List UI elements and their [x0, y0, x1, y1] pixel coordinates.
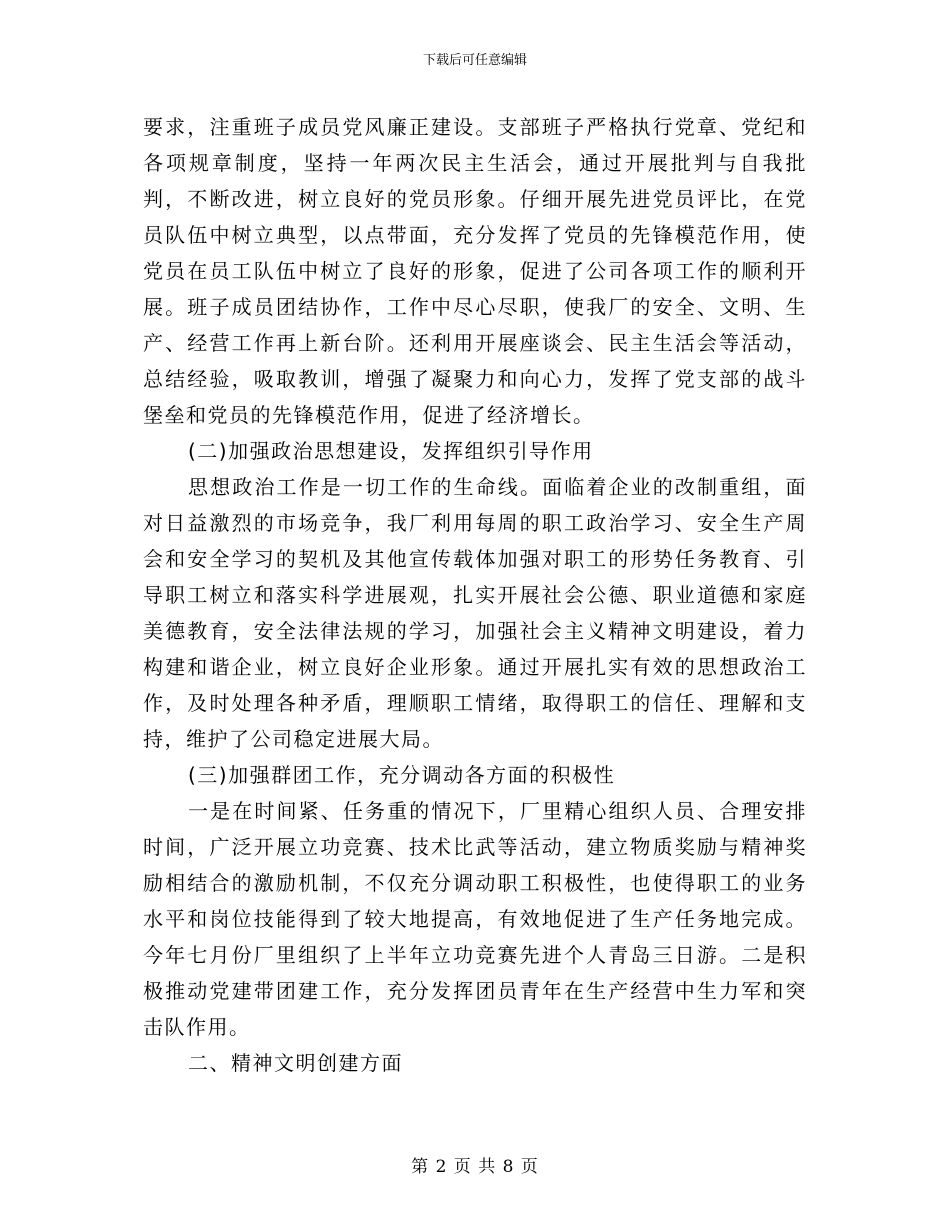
section-heading-mass-organizations: (三)加强群团工作，充分调动各方面的积极性 — [188, 763, 616, 787]
section-heading-political-ideology: (二)加强政治思想建设，发挥组织引导作用 — [188, 439, 594, 463]
paragraph-party-conduct: 要求，注重班子成员党风廉正建设。支部班子严格执行党章、党纪和各项规章制度，坚持一年两次民主生活会，通过开展批判与自我批判，不断改进，树立良好的党员形象。仔细开展先进党员评比，在党员队伍中树立典型，以点带面，充分发挥了党员的先锋模范作用，使党员在员工队伍中树立了良好的形象，促进了公司各项工作的顺利开展。班子成员团结协作，工作中尽心尽职，使我厂的安全、文明、生产、经营工作再上新台阶。还利用开展座谈会、民主生活会等活动，总结经验，吸取教训，增强了凝聚力和向心力，发挥了党支部的战斗堡垒和党员的先锋模范作用，促进了经济增长。 — [143, 115, 807, 427]
paragraph-mass-organizations: 一是在时间紧、任务重的情况下，厂里精心组织人员、合理安排时间，广泛开展立功竞赛、技术比武等活动，建立物质奖励与精神奖励相结合的激励机制，不仅充分调动职工积极性，也使得职工的业务水平和岗位技能得到了较大地提高，有效地促进了生产任务地完成。今年七月份厂里组织了上半年立功竞赛先进个人青岛三日游。二是积极推动党建带团建工作，充分发挥团员青年在生产经营中生力军和突击队作用。 — [143, 799, 807, 1039]
section-heading-spiritual-civilization: 二、精神文明创建方面 — [188, 1051, 403, 1075]
document-body — [143, 109, 807, 1081]
paragraph-political-ideology: 思想政治工作是一切工作的生命线。面临着企业的改制重组，面对日益激烈的市场竞争，我厂利用每周的职工政治学习、安全生产周会和安全学习的契机及其他宣传载体加强对职工的形势任务教育、引导职工树立和落实科学进展观，扎实开展社会公德、职业道德和家庭美德教育，安全法律法规的学习，加强社会主义精神文明建设，着力构建和谐企业，树立良好企业形象。通过开展扎实有效的思想政治工作，及时处理各种矛盾，理顺职工情绪，取得职工的信任、理解和支持，维护了公司稳定进展大局。 — [143, 475, 807, 751]
page-number-footer: 第 2 页 共 8 页 — [411, 1157, 539, 1177]
page-header: 下载后可任意编辑 — [422, 53, 527, 68]
